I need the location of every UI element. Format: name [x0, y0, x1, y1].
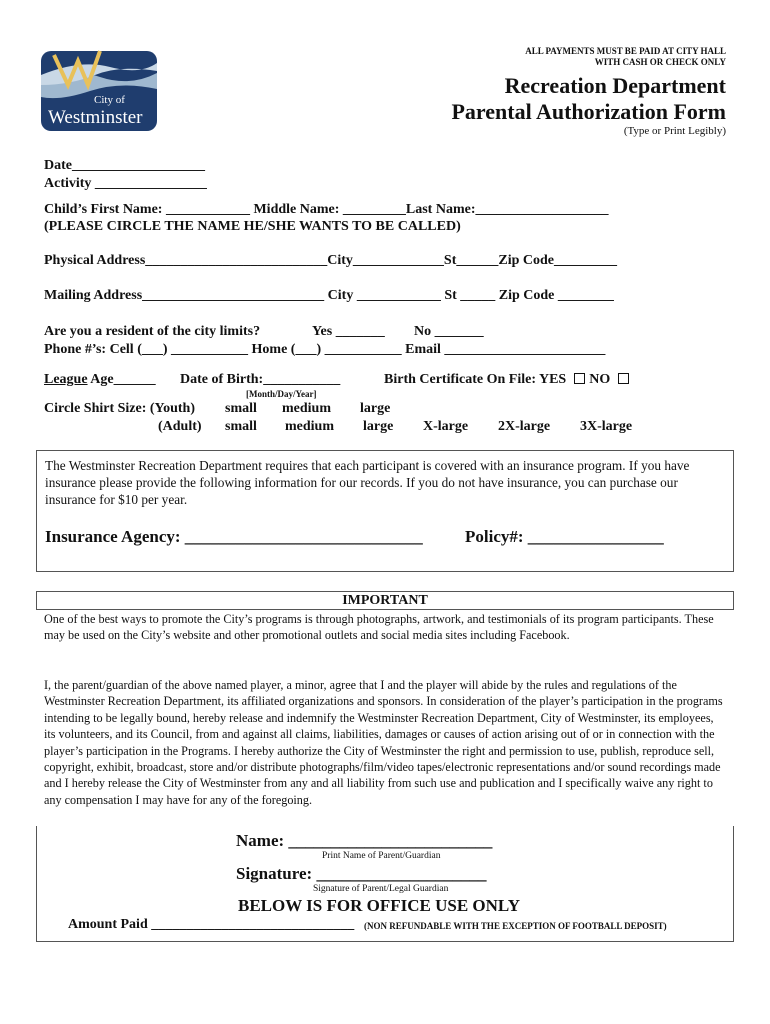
adult-size-medium[interactable]: medium — [285, 419, 334, 434]
shirt-size-label: Circle Shirt Size: (Youth) — [44, 401, 195, 416]
phone-field[interactable]: Phone #’s: Cell (___) ___________ Home (___) ___________ Email _______________________ — [44, 342, 606, 357]
birth-cert-no-checkbox[interactable] — [618, 373, 629, 384]
birth-certificate — [384, 372, 633, 388]
resident-question: Are you a resident of the city limits? — [44, 324, 261, 339]
dob-hint: [Month/Day/Year] — [246, 389, 317, 399]
birth-cert-label: Birth Certificate On File: YES — [384, 372, 567, 387]
logo-city-of: City of — [94, 94, 125, 106]
child-name-field[interactable]: Child’s First Name: ____________ Middle Name: _________Last Name:___________________ — [44, 202, 609, 217]
city-logo — [40, 45, 158, 133]
office-use-title: BELOW IS FOR OFFICE USE ONLY — [238, 896, 520, 915]
resident-no-field[interactable]: No _______ — [414, 324, 484, 339]
adult-size-3xlarge[interactable]: 3X-large — [580, 419, 633, 434]
circle-name-note: (PLEASE CIRCLE THE NAME HE/SHE WANTS TO BE CALLED) — [44, 219, 461, 234]
youth-size-large[interactable]: large — [360, 401, 391, 416]
payment-note — [525, 46, 726, 68]
mailing-address-field[interactable]: Mailing Address__________________________ City ____________ St _____ Zip Code ________ — [44, 288, 614, 303]
birth-cert-no-label: NO — [589, 372, 611, 387]
adult-size-xlarge[interactable]: X-large — [423, 419, 469, 434]
payment-note-line-2: WITH CASH OR CHECK ONLY — [594, 57, 726, 67]
insurance-text: The Westminster Recreation Department requires that each participant is covered with an insurance program. If you have insurance please provide the following information for our records. If you do not have insurance, you can purchase our insurance for $10 per year. — [45, 458, 690, 507]
insurance-agency-field[interactable]: Insurance Agency: ____________________________ — [45, 527, 423, 546]
payment-note-line-1: ALL PAYMENTS MUST BE PAID AT CITY HALL — [525, 46, 726, 56]
policy-number-field[interactable]: Policy#: ________________ — [465, 527, 664, 546]
adult-size-small[interactable]: small — [225, 419, 257, 434]
activity-field[interactable]: Activity ________________ — [44, 176, 207, 191]
amount-paid-note: (NON REFUNDABLE WITH THE EXCEPTION OF FOOTBALL DEPOSIT) — [364, 921, 667, 931]
logo-city-name: Westminster — [48, 107, 143, 128]
birth-cert-yes-checkbox[interactable] — [574, 373, 585, 384]
adult-size-2xlarge[interactable]: 2X-large — [498, 419, 551, 434]
signature-field[interactable]: Signature: ____________________ — [236, 864, 487, 883]
parent-name-hint: Print Name of Parent/Guardian — [322, 851, 441, 861]
form-title-line-2: Parental Authorization Form — [451, 99, 726, 124]
form-subtitle: (Type or Print Legibly) — [623, 125, 726, 137]
league-label: League — [44, 372, 88, 387]
league-age-field[interactable] — [44, 372, 156, 388]
physical-address-field[interactable]: Physical Address__________________________City_____________St______Zip Code_________ — [44, 253, 617, 268]
parent-name-field[interactable]: Name: ________________________ — [236, 831, 493, 850]
insurance-section — [36, 450, 734, 572]
form-title — [451, 73, 726, 125]
adult-size-large[interactable]: large — [363, 419, 394, 434]
form-title-line-1: Recreation Department — [504, 73, 726, 98]
youth-size-medium[interactable]: medium — [282, 401, 331, 416]
dob-field[interactable]: Date of Birth:___________ — [180, 372, 341, 387]
amount-paid-field[interactable]: Amount Paid _____________________________ — [68, 917, 355, 932]
resident-yes-field[interactable]: Yes _______ — [312, 324, 385, 339]
promotion-paragraph: One of the best ways to promote the City’s programs is through photographs, artwork, and testimonials of its program participants. These may be used on the City’s website and other promotional outlets and social media sites including Facebook. — [44, 612, 714, 643]
city-logo-graphic — [40, 45, 158, 133]
adult-label: (Adult) — [158, 419, 202, 434]
important-title: IMPORTANT — [342, 593, 428, 608]
date-field[interactable]: Date___________________ — [44, 158, 205, 173]
important-header — [36, 591, 734, 610]
age-label: Age______ — [87, 372, 156, 387]
release-paragraph: I, the parent/guardian of the above named player, a minor, agree that I and the player will abide by the rules and regulations of the Westminster Recreation Department, its affiliated organizations and sponsors. In consideration of the player’s participation in the programs intending to be legally bound, hereby release and indemnify the Westminster Recreation Department, City of Westminster, its employees, its volunteers, and its Council, from and against all claims, liabilities, damages or causes of action arising out of or in connection with the player’s participation in the Programs. I hereby authorize the City of Westminster the right and permission to use, publish, reproduce sell, copyright, exhibit, broadcast, store and/or distribute photographs/film/video tapes/electronic representations and/or sound recordings made and I hereby release the City of Westminster from any and all liability from such use and publication and I specifically waive any right to any compensation I may have for any of the foregoing. — [44, 678, 723, 807]
signature-hint: Signature of Parent/Legal Guardian — [313, 884, 449, 894]
youth-size-small[interactable]: small — [225, 401, 257, 416]
